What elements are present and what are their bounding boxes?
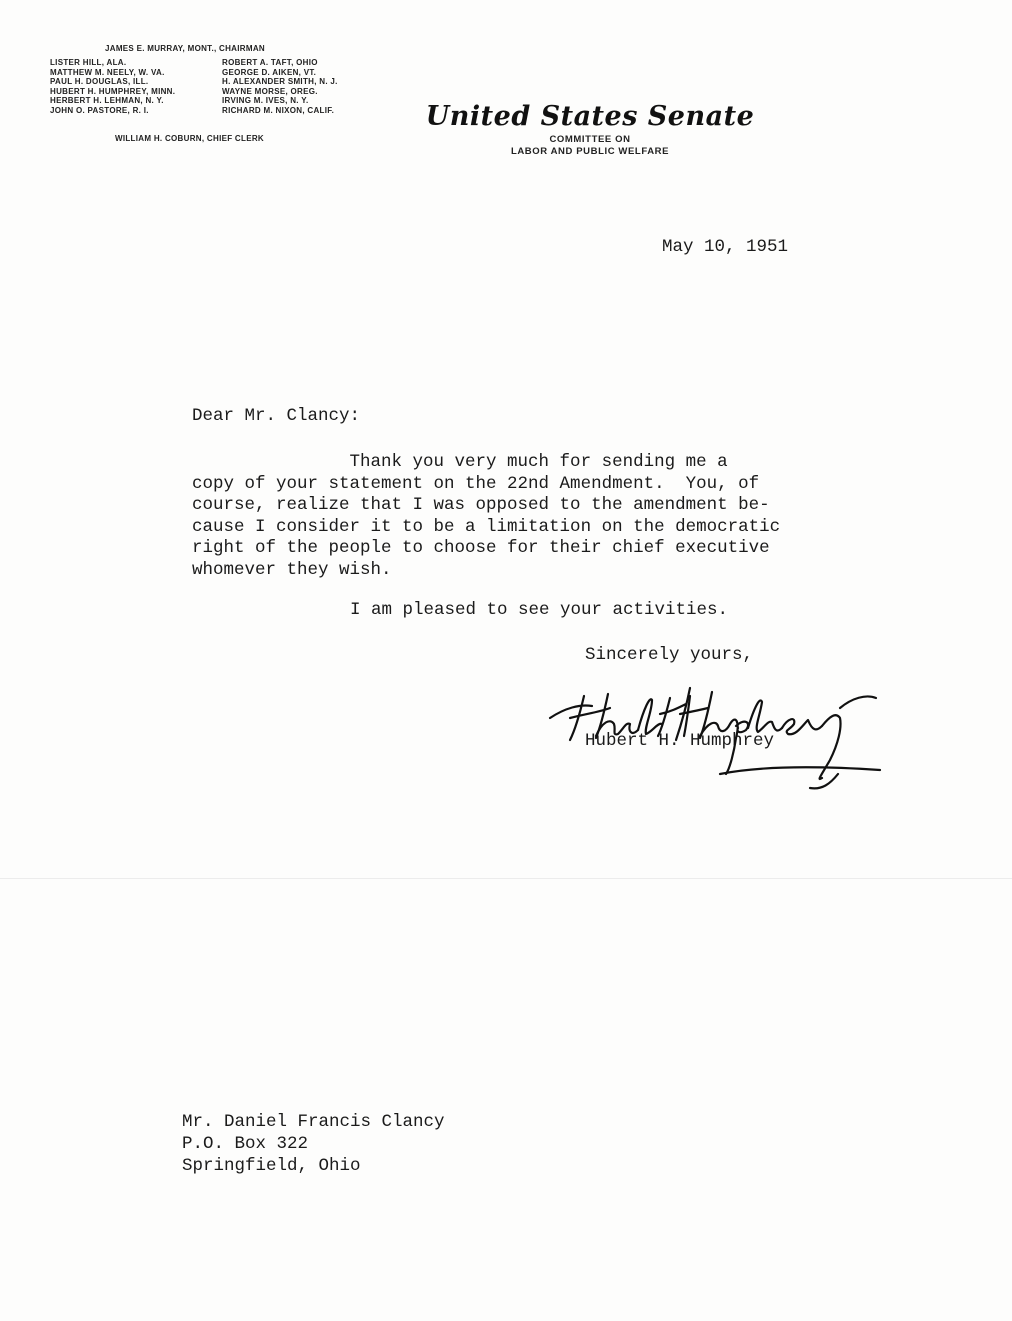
roster-member: LISTER HILL, ALA. [50,58,127,67]
roster-member: IRVING M. IVES, N. Y. [222,96,309,105]
chief-clerk-line: WILLIAM H. COBURN, CHIEF CLERK [115,134,264,143]
handwritten-signature [540,678,890,808]
committee-name: LABOR AND PUBLIC WELFARE [510,146,670,157]
roster-member: MATTHEW M. NEELY, W. VA. [50,67,165,77]
body-paragraph [192,452,832,581]
roster-member: H. ALEXANDER SMITH, N. J. [222,77,338,86]
closing: Sincerely yours, [585,645,754,665]
senate-letterhead [420,100,760,158]
committee-label: COMMITTEE ON [549,134,631,145]
roster-right-column [222,58,382,115]
typed-signatory-name: Hubert H. Humphrey [585,731,775,751]
roster-member: JOHN O. PASTORE, R. I. [50,105,149,115]
recipient-po-box: P.O. Box 322 [182,1134,309,1154]
body-line: whomever they wish. [192,559,392,580]
roster-member: ROBERT A. TAFT, OHIO [222,58,318,67]
roster-member: RICHARD M. NIXON, CALIF. [222,105,335,115]
roster-member: HUBERT H. HUMPHREY, MINN. [50,86,176,96]
salutation: Dear Mr. Clancy: [192,406,361,426]
paper-fold-line [0,878,1012,879]
roster-member: PAUL H. DOUGLAS, ILL. [50,77,149,86]
chairman-line: JAMES E. MURRAY, MONT., CHAIRMAN [105,44,265,53]
roster-member: WAYNE MORSE, OREG. [222,86,318,96]
second-paragraph: I am pleased to see your activities. [350,600,729,620]
recipient-address [182,1112,445,1178]
body-line: cause I consider it to be a limitation on the democratic [192,516,781,537]
recipient-city: Springfield, Ohio [182,1156,361,1176]
senate-title: United States Senate [425,101,755,132]
body-line: course, realize that I was opposed to the amendment be- [192,495,770,515]
letter-date: May 10, 1951 [662,237,789,257]
recipient-name: Mr. Daniel Francis Clancy [182,1112,445,1132]
body-line: copy of your statement on the 22nd Amendment. You, of [192,473,760,494]
roster-member: GEORGE D. AIKEN, VT. [222,67,317,77]
roster-left-column [50,58,220,115]
roster-member: HERBERT H. LEHMAN, N. Y. [50,96,164,105]
body-line: Thank you very much for sending me a [192,452,728,472]
body-line: right of the people to choose for their chief executive [192,538,770,558]
